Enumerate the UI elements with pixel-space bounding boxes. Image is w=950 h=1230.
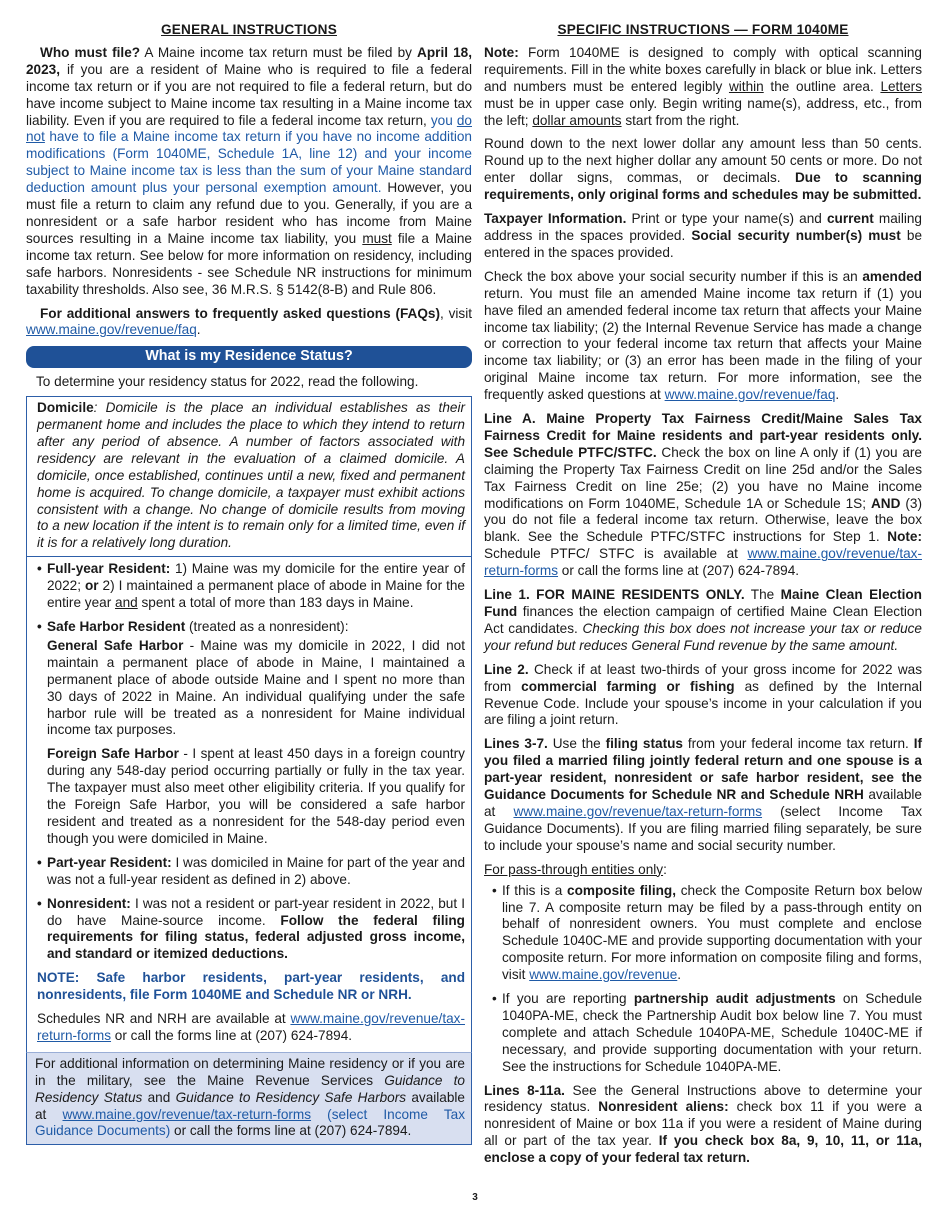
residence-status-banner: What is my Residence Status? <box>26 346 472 368</box>
revenue-link[interactable]: www.maine.gov/revenue <box>529 967 678 983</box>
guidance-link[interactable]: www.maine.gov/revenue/tax-return-forms <box>62 1106 312 1122</box>
residency-types-box <box>26 556 472 1052</box>
full-year-resident-item: • Full-year Resident: 1) Maine was my domicile for the entire year of 2022; or 2) I maintained a permanent place of abode in Maine for the entire year and spent a total of more than 183 days in Maine. <box>37 561 465 612</box>
nonresident-note: NOTE: Safe harbor residents, part-year residents, and nonresidents, file Form 1040ME and Schedule NR or NRH. <box>37 970 465 1003</box>
line-2-paragraph: Line 2. Check if at least two-thirds of your gross income for 2022 was from commercial farming or fishing as defined by the Internal Revenue Code. Include your spouse’s income in your calculation if you are filing a joint return. <box>484 661 923 728</box>
foreign-safe-harbor: Foreign Safe Harbor - I spent at least 450 days in a foreign country during any 548-day period occurring partially or fully in the tax year. The taxpayer must also meet other eligibility criteria. If you qualify for the Foreign Safe Harbor, you will be considered a safe harbor resident and treated as a nonresident for the 548-day period even though you were domiciled in Maine. <box>47 746 465 846</box>
taxpayer-info-paragraph: Taxpayer Information. Print or type your name(s) and current mailing address in the spaces provided. Social security number(s) must be entered in the spaces provided. <box>484 211 923 260</box>
residency-intro: To determine your residency status for 2022, read the following. <box>36 374 419 390</box>
ptfc-forms-link[interactable]: www.maine.gov/revenue/tax-return-forms <box>484 546 922 579</box>
schedules-link[interactable]: www.maine.gov/revenue/tax-return-forms <box>37 1011 465 1043</box>
nonresident-item: • Nonresident: I was not a resident or part-year resident in 2022, but I do have Maine-source income. Follow the federal filing requirements for filing status, federal adjusted gross income, and standard or itemized deductions. <box>37 896 465 964</box>
part-year-resident-item: • Part-year Resident: I was domiciled in Maine for part of the year and was not a full-year resident as defined in 2) above. <box>37 855 465 889</box>
schedules-nr-paragraph: Schedules NR and NRH are available at www.maine.gov/revenue/tax-return-forms or call the forms line at (207) 624-7894. <box>37 1011 465 1043</box>
general-safe-harbor: General Safe Harbor - Maine was my domicile in 2022, I did not maintain a permanent place of abode in Maine, I maintained a permanent place of abode outside Maine and I spent no more than 30 days of 2022 in Maine. An individual qualifying under the safe harbor rule will be treated as a nonresident for Maine individual income tax purposes. <box>47 637 465 738</box>
composite-filing-item: • If this is a composite filing, check the Composite Return box below line 7. A composite return may be filed by a pass-through entity on behalf of nonresident owners. You must complete and enclose Schedule 1040C-ME and provide supporting documentation with your composite return. For more information on composite filing and forms, visit www.maine.gov/revenue. <box>484 883 922 984</box>
specific-instructions-heading: SPECIFIC INSTRUCTIONS — FORM 1040ME <box>557 22 849 37</box>
general-instructions-heading: GENERAL INSTRUCTIONS <box>161 22 337 37</box>
military-info-box <box>26 1052 472 1146</box>
partnership-audit-item: • If you are reporting partnership audit adjustments on Schedule 1040PA-ME, check the Partnership Audit box below line 7. You must complete and attach Schedule 1040PA-ME, Schedule 1040C-ME if necessary, and provide supporting documentation with your return. See the instructions for Schedule 1040PA-ME. <box>484 991 922 1076</box>
line-a-paragraph: Line A. Maine Property Tax Fairness Credit/Maine Sales Tax Fairness Credit for Maine residents and part-year residents only. See Schedule PTFC/STFC. Check the box on line A only if (1) you are claiming the Property Tax Fairness Credit on line 25d and/or the Sales Tax Fairness Credit on line 25e; (2) you have no Maine income modifications on Form 1040ME, Schedule 1A or Schedule 1S; AND (3) you do not file a federal income tax return. Otherwise, leave the box blank. See the Schedule PTFC/STFC instructions for Step 1. Note: Schedule PTFC/ STFC is available at www.maine.gov/revenue/tax-return-forms or call the forms line at (207) 624-7894. <box>484 411 922 579</box>
lines-3-7-paragraph: Lines 3-7. Use the filing status from your federal income tax return. If you filed a married filing jointly federal return and one spouse is a part-year resident, nonresident or safe harbor resident, see the Guidance Documents for Schedule NR and Schedule NRH available at www.maine.gov/revenue/tax-return-forms (select Income Tax Guidance Documents). If you are filing married filing separately, be sure to include your spouse’s name and social security number. <box>484 736 922 853</box>
safe-harbor-item: • Safe Harbor Resident (treated as a nonresident): <box>37 619 465 636</box>
amended-faq-link[interactable]: www.maine.gov/revenue/faq <box>664 387 836 403</box>
domicile-definition: Domicile: Domicile is the place an individual establishes as their permanent home and includes the place to which they intend to return after any period of absence. A number of factors associated with residency are relevant in the evaluation of a claimed domicile. A domicile, once established, continues until a new, fixed and permanent home is acquired. To change domicile, a taxpayer must exhibit actions consistent with a change. No change of domicile results from moving to a new location if the intent is to remain only for a limited time, even if it is for a relatively long duration. <box>37 400 465 551</box>
page-number: 3 <box>472 1192 478 1203</box>
pass-through-heading: For pass-through entities only: <box>484 861 667 877</box>
lines-8-11a-paragraph: Lines 8-11a. See the General Instructions above to determine your residency status. Nonresident aliens: check box 11 if you were a nonresident of Maine or box 11a if you were a resident of Maine during all or part of the tax year. If you check box 8a, 9, 10, 11, or 11a, enclose a copy of your federal tax return. <box>484 1082 923 1166</box>
amended-return-paragraph: Check the box above your social security number if this is an amended return. You must file an amended Maine income tax return if (1) you have filed an amended federal income tax return that affects your Maine income tax liability; (2) the Internal Revenue Service has made a change or correction to your federal income tax return that affects your Maine income tax liability; or (3) an error has been made in the filing of your original Maine income tax return. For more information, see the frequently asked questions at www.maine.gov/revenue/faq. <box>484 268 922 403</box>
line-1-paragraph: Line 1. FOR MAINE RESIDENTS ONLY. The Maine Clean Election Fund finances the election campaign of certified Maine Clean Election Act candidates. Checking this box does not increase your tax or reduce your refund but reduces General Fund revenue by the same amount. <box>484 587 922 653</box>
faq-link[interactable]: www.maine.gov/revenue/faq <box>26 322 197 338</box>
specific-instructions-column <box>484 22 922 1174</box>
military-paragraph: For additional information on determining Maine residency or if you are in the military, see the Maine Revenue Services Guidance to Residency Status and Guidance to Residency Safe Harbors available at www.maine.gov/revenue/tax-return-forms (select Income Tax Guidance Documents) or call the forms line at (207) 624-7894. <box>35 1055 465 1139</box>
general-instructions-column <box>26 22 472 1145</box>
scanning-note: Note: Form 1040ME is designed to comply with optical scanning requirements. Fill in the white boxes carefully in black or blue ink. Letters and numbers must be entered legibly within the outline area. Letters must be in upper case only. Begin writing name(s), address, etc., from the left; dollar amounts start from the right. <box>484 44 922 128</box>
rounding-paragraph: Round down to the next lower dollar any amount less than 50 cents. Round up to the next higher dollar any amount 50 cents or more. Do not enter dollar signs, commas, or decimals. Due to scanning requirements, only original forms and schedules may be submitted. <box>484 136 922 203</box>
who-must-file-paragraph: Who must file? A Maine income tax return must be filed by April 18, 2023, if you are a resident of Maine who is required to file a federal income tax return or if you are not required to file a federal return, but do have income subject to Maine income tax resulting in a Maine income tax liability. Even if you are required to file a federal income tax return, you do not have to file a Maine income tax return if you have no income addition modifications (Form 1040ME, Schedule 1A, line 12) and your income subject to Maine income tax is less than the sum of your Maine standard deduction amount plus your personal exemption amount. However, you must file a return to claim any refund due to you. Generally, if you are a nonresident or a safe harbor resident who has income from Maine sources resulting in a Maine income tax liability, you must file a Maine income tax return. See below for more information on residency, including safe harbors. Nonresidents - see Schedule NR instructions for minimum taxability thresholds. Also see, 36 M.R.S. § 5142(8-B) and Rule 806. <box>26 44 473 297</box>
guidance-documents-link[interactable]: www.maine.gov/revenue/tax-return-forms <box>513 803 763 819</box>
domicile-box <box>26 396 472 556</box>
faq-paragraph: For additional answers to frequently asked questions (FAQs), visit www.maine.gov/revenue/faq. <box>26 305 472 338</box>
